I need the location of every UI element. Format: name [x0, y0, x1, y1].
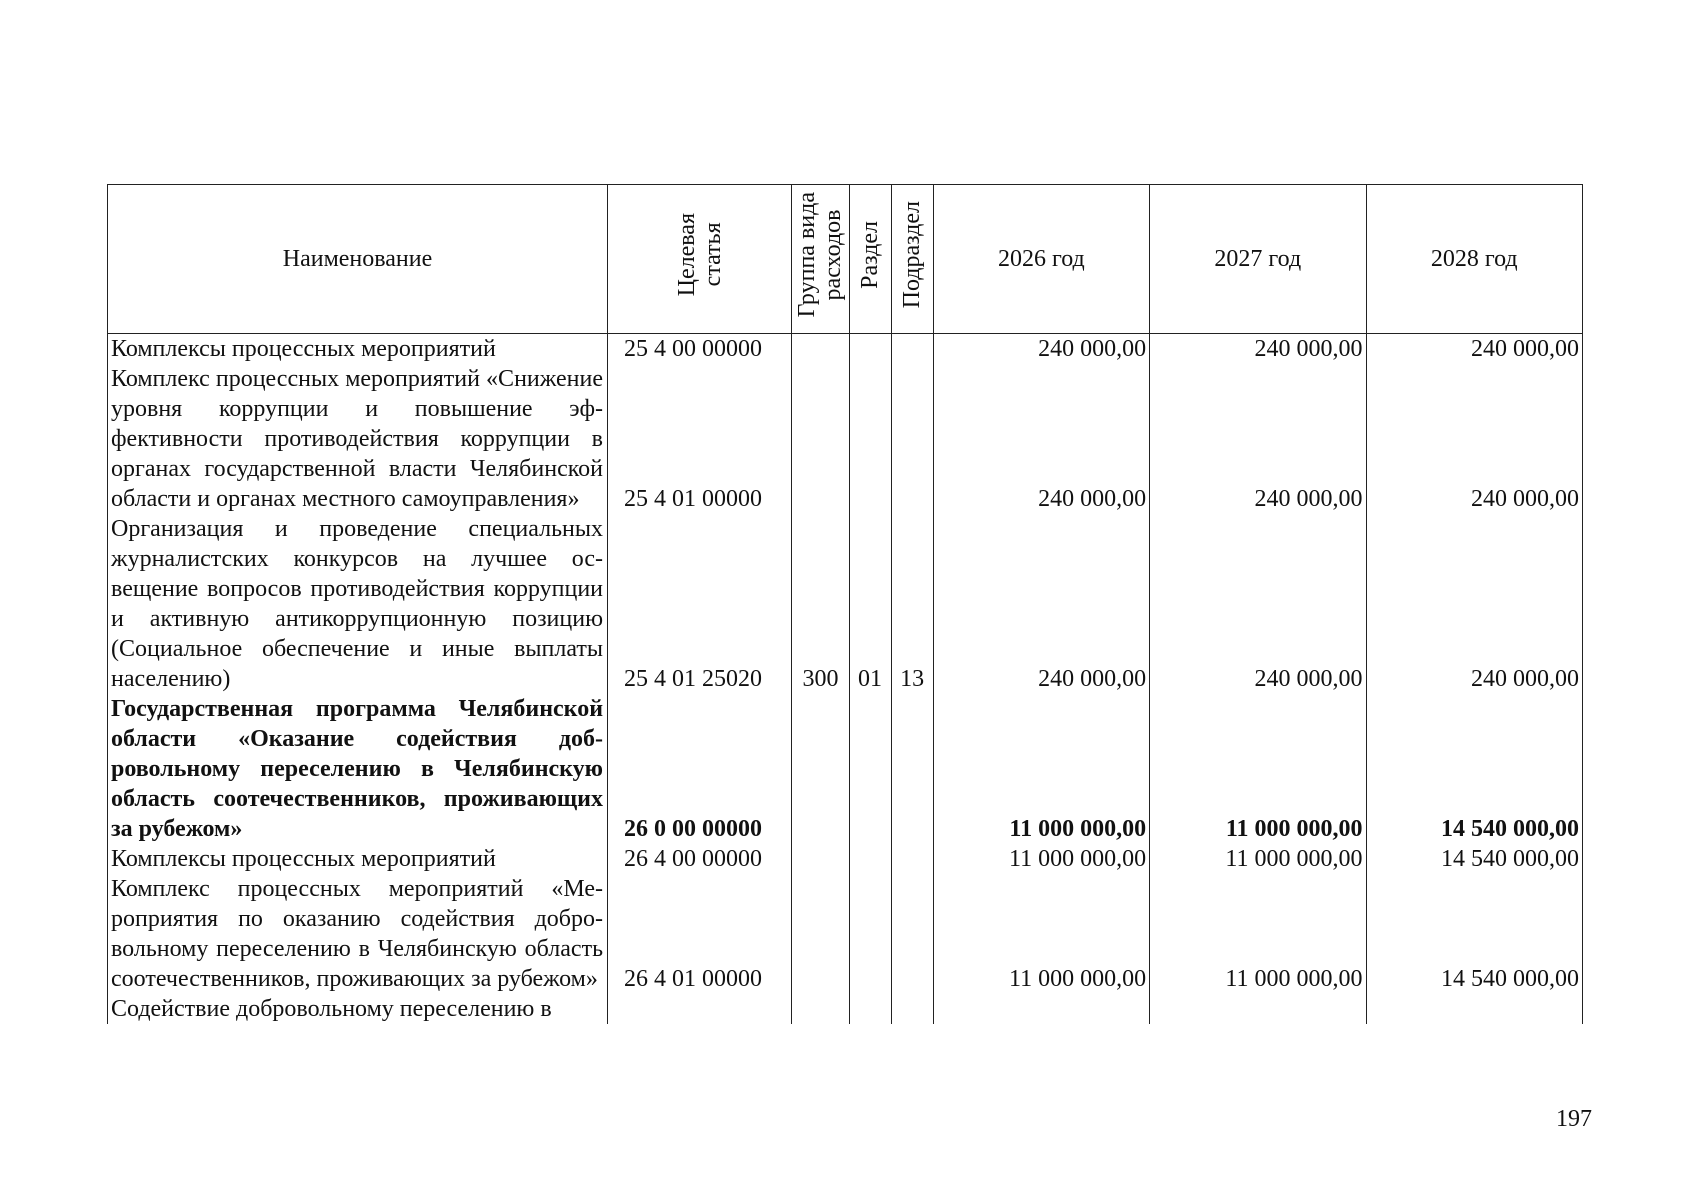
- page-number: 197: [1556, 1106, 1592, 1132]
- row-amount-2026: 240 000,00: [933, 514, 1149, 694]
- row-amount-2026: 240 000,00: [933, 364, 1149, 514]
- row-subsection: [891, 844, 933, 874]
- row-subsection: 13: [891, 514, 933, 694]
- row-section: [849, 694, 891, 844]
- header-year-2028: 2028 год: [1366, 185, 1582, 334]
- row-target-article: 26 4 00 00000: [608, 844, 792, 874]
- row-section: 01: [849, 514, 891, 694]
- row-amount-2027: 11 000 000,00: [1150, 874, 1366, 994]
- row-target-article: 26 0 00 00000: [608, 694, 792, 844]
- row-subsection: [891, 334, 933, 365]
- row-amount-2028: 14 540 000,00: [1366, 874, 1582, 994]
- table-row: [108, 994, 1583, 1024]
- row-amount-2028: 240 000,00: [1366, 514, 1582, 694]
- row-amount-2028: 14 540 000,00: [1366, 844, 1582, 874]
- header-expense-group: Группа вида расходов: [792, 185, 849, 334]
- row-amount-2028: 240 000,00: [1366, 364, 1582, 514]
- row-name: Организация и проведение специальных журналистских конкурсов на лучшее освещение вопросов противодействия коррупции и активную антикоррупционную позицию (Социальное обеспечение и иные выплаты населению): [108, 514, 608, 694]
- row-amount-2026: 11 000 000,00: [933, 874, 1149, 994]
- row-amount-2026: [933, 994, 1149, 1024]
- header-name: Наименование: [108, 185, 608, 334]
- row-target-article: 25 4 01 00000: [608, 364, 792, 514]
- row-target-article: 25 4 00 00000: [608, 334, 792, 365]
- row-section: [849, 874, 891, 994]
- header-target-article: Целевая статья: [608, 185, 792, 334]
- header-year-2027: 2027 год: [1150, 185, 1366, 334]
- row-section: [849, 994, 891, 1024]
- row-amount-2026: 240 000,00: [933, 334, 1149, 365]
- header-subsection: Подраздел: [891, 185, 933, 334]
- row-name: Комплексы процессных мероприятий: [108, 844, 608, 874]
- row-amount-2027: 240 000,00: [1150, 334, 1366, 365]
- row-expense-group: [792, 364, 849, 514]
- row-subsection: [891, 694, 933, 844]
- row-amount-2026: 11 000 000,00: [933, 694, 1149, 844]
- row-target-article: 25 4 01 25020: [608, 514, 792, 694]
- row-expense-group: [792, 694, 849, 844]
- row-target-article: 26 4 01 00000: [608, 874, 792, 994]
- row-section: [849, 844, 891, 874]
- row-amount-2026: 11 000 000,00: [933, 844, 1149, 874]
- row-name: Государственная программа Челябинской области «Оказание содействия добровольному переселению в Челябинскую область соотечественников, проживающих за рубежом»: [108, 694, 608, 844]
- row-name: Комплекс процессных мероприятий «Снижение уровня коррупции и повышение эффективности противодействия коррупции в органах государственной власти Челябинской области и органах местного самоуправления»: [108, 364, 608, 514]
- row-amount-2027: [1150, 994, 1366, 1024]
- row-expense-group: [792, 844, 849, 874]
- row-subsection: [891, 874, 933, 994]
- table-row: [108, 334, 1583, 365]
- row-amount-2027: 11 000 000,00: [1150, 844, 1366, 874]
- table-row: [108, 694, 1583, 844]
- row-subsection: [891, 994, 933, 1024]
- table-row: [108, 364, 1583, 514]
- header-year-2026: 2026 год: [933, 185, 1149, 334]
- row-section: [849, 364, 891, 514]
- table-header-row: [108, 185, 1583, 334]
- row-expense-group: [792, 994, 849, 1024]
- row-amount-2028: 14 540 000,00: [1366, 694, 1582, 844]
- row-expense-group: [792, 334, 849, 365]
- row-amount-2028: 240 000,00: [1366, 334, 1582, 365]
- table-row: [108, 514, 1583, 694]
- row-amount-2027: 240 000,00: [1150, 364, 1366, 514]
- row-amount-2028: [1366, 994, 1582, 1024]
- row-amount-2027: 11 000 000,00: [1150, 694, 1366, 844]
- row-name: Содействие добровольному переселению в: [108, 994, 608, 1024]
- row-expense-group: 300: [792, 514, 849, 694]
- row-amount-2027: 240 000,00: [1150, 514, 1366, 694]
- row-name: Комплекс процессных мероприятий «Мероприятия по оказанию содействия добровольному переселению в Челябинскую область соотечественников, проживающих за рубежом»: [108, 874, 608, 994]
- budget-table: [107, 184, 1583, 1024]
- table-row: [108, 874, 1583, 994]
- row-target-article: [608, 994, 792, 1024]
- row-section: [849, 334, 891, 365]
- row-name: Комплексы процессных мероприятий: [108, 334, 608, 365]
- header-section: Раздел: [849, 185, 891, 334]
- row-subsection: [891, 364, 933, 514]
- row-expense-group: [792, 874, 849, 994]
- table-row: [108, 844, 1583, 874]
